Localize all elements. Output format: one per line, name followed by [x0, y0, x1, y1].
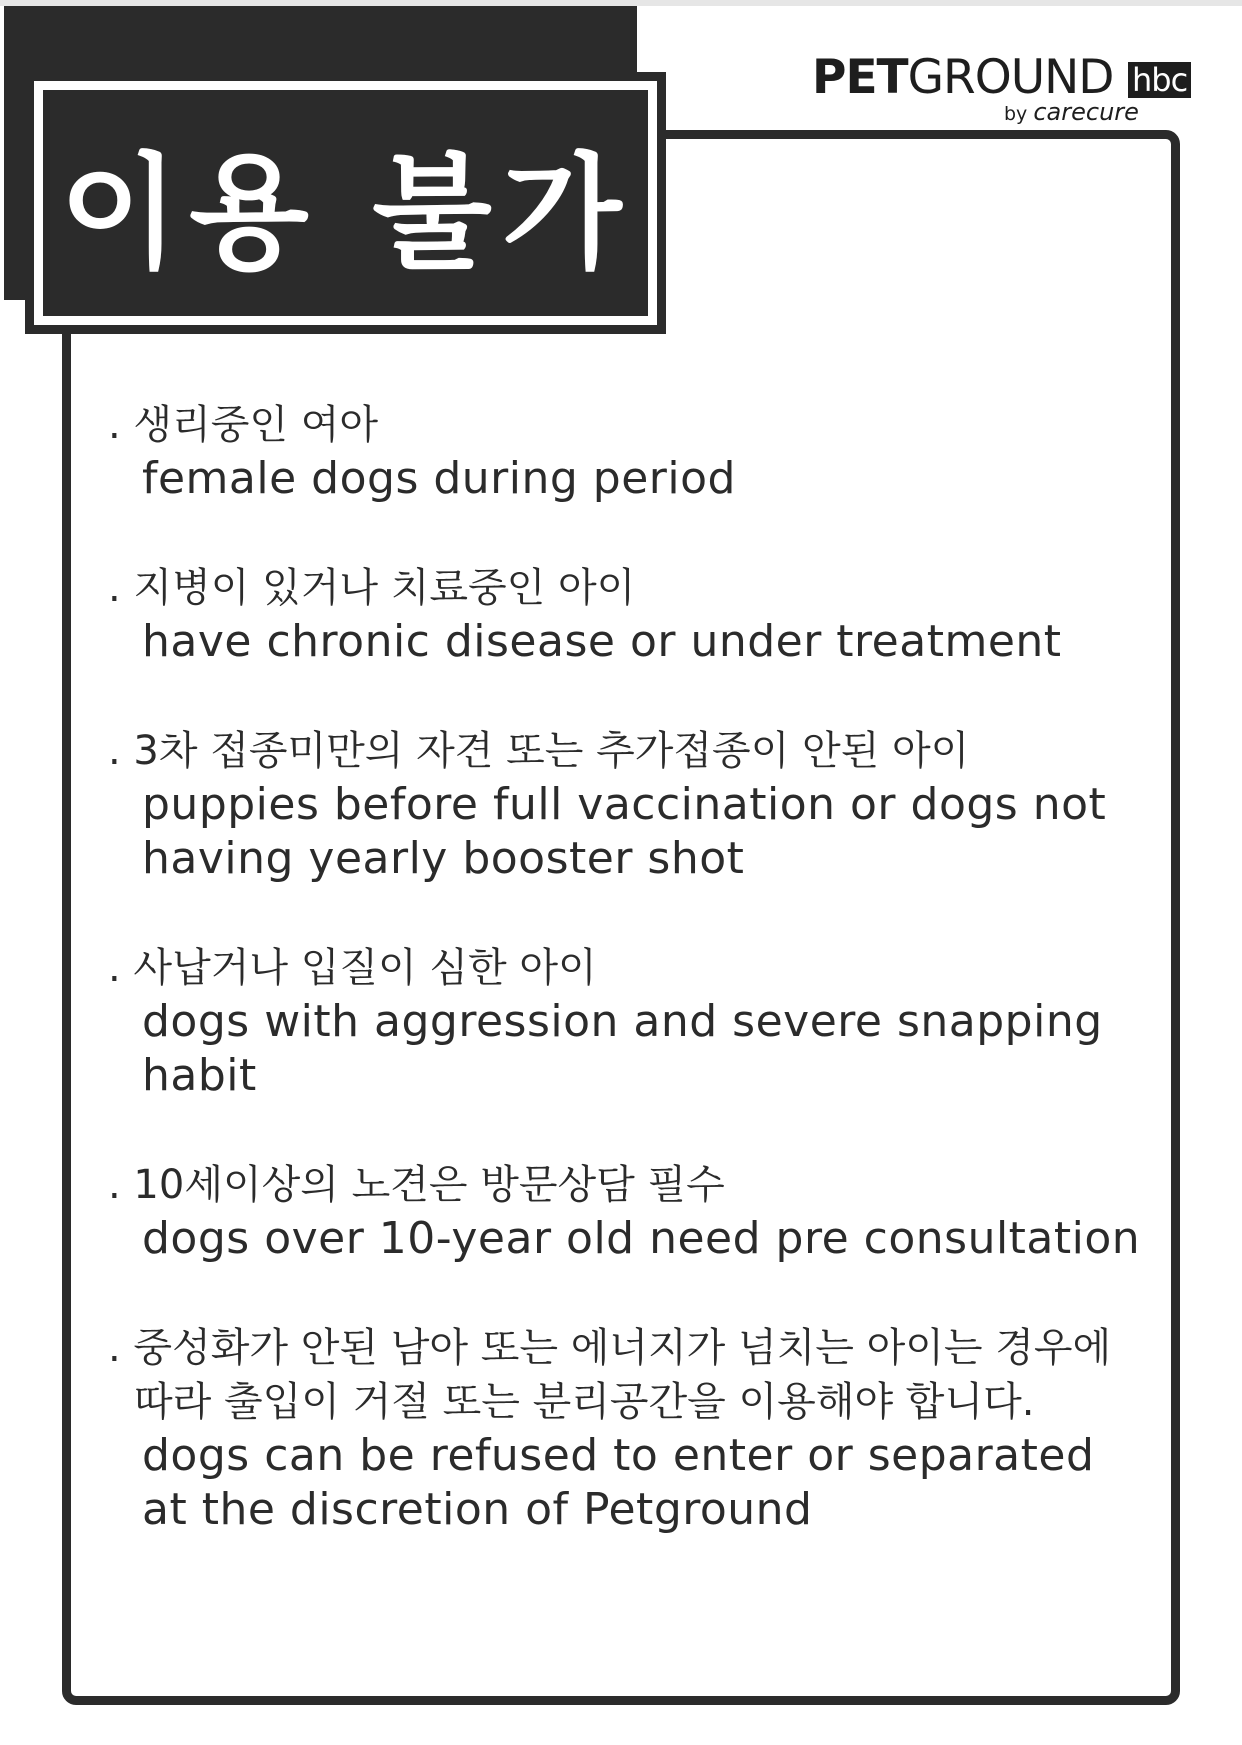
item-korean-text: . 생리중인 여아 — [108, 402, 378, 448]
brand-name-bold: PET — [812, 50, 908, 105]
item-korean-text: . 지병이 있거나 치료중인 아이 — [108, 565, 636, 611]
notice-title: 이용 불가 — [59, 142, 632, 286]
list-item — [108, 724, 1158, 886]
list-item — [108, 941, 1158, 1103]
brand-logo — [812, 52, 1192, 128]
list-item — [108, 1158, 1158, 1266]
brand-suffix-badge: hbc — [1128, 62, 1191, 98]
brand-partner: carecure — [1033, 98, 1139, 126]
list-item — [108, 1321, 1158, 1537]
item-english-text: dogs over 10-year old need pre consultation — [142, 1213, 1141, 1264]
item-english-text: female dogs during period — [142, 453, 736, 504]
title-block — [43, 90, 648, 316]
brand-by-word: by — [1004, 103, 1028, 125]
item-english-text: have chronic disease or under treatment — [142, 616, 1062, 667]
list-item — [108, 561, 1158, 669]
item-english-text: dogs can be refused to enter or separated at the discretion of Petground — [142, 1430, 1095, 1535]
brand-wordmark — [812, 52, 1113, 104]
restriction-list — [108, 398, 1158, 1592]
item-korean-text: . 10세이상의 노견은 방문상담 필수 — [108, 1162, 725, 1208]
brand-name-light: GROUND — [907, 50, 1114, 105]
title-panel — [25, 72, 666, 334]
item-korean-text: . 중성화가 안된 남아 또는 에너지가 넘치는 아이는 경우에 따라 출입이 거절 또는 분리공간을 이용해야 합니다. — [108, 1325, 1112, 1425]
item-english-text: puppies before full vaccination or dogs not having yearly booster shot — [142, 779, 1107, 884]
brand-byline — [1004, 98, 1139, 126]
list-item — [108, 398, 1158, 506]
item-korean-text: . 사납거나 입질이 심한 아이 — [108, 945, 597, 991]
item-korean-text: . 3차 접종미만의 자견 또는 추가접종이 안된 아이 — [108, 728, 970, 774]
item-english-text: dogs with aggression and severe snapping habit — [142, 996, 1103, 1101]
